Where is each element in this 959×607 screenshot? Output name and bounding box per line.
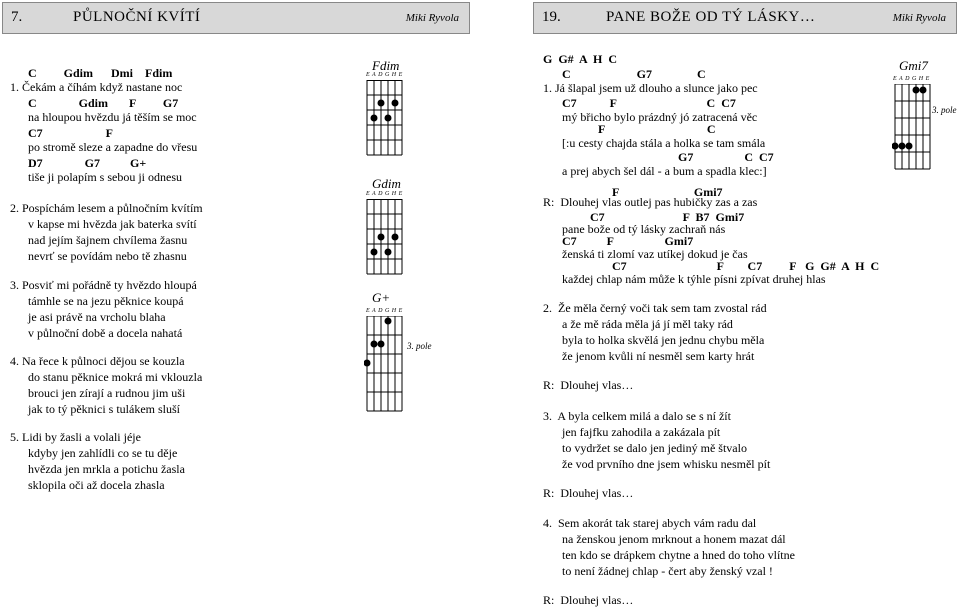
- lyric-line: 4. Sem akorát tak starej abych vám radu dal: [543, 516, 757, 530]
- lyric-line: to není žádnej chlap - čert aby ženský vzal !: [562, 564, 773, 578]
- lyric-line: v kapse mi hvězda jak baterka svítí: [28, 217, 197, 231]
- gplus-position: 3. pole: [407, 341, 432, 351]
- lyric-line: je asi právě na vrcholu blaha: [28, 310, 166, 324]
- chord-line: C7 F B7 Gmi7: [590, 210, 745, 224]
- lyric-line: 4. Na řece k půlnoci dějou se kouzla: [10, 354, 185, 368]
- lyric-line: jen fajfku zahodila a zakázala pít: [562, 425, 721, 439]
- chord-line: C7 F C C7: [562, 96, 736, 110]
- chord-line: C Gdim F G7: [28, 96, 179, 110]
- lyric-line: do stanu pěknice mokrá mi vklouzla: [28, 370, 203, 384]
- chord-name-gplus: G+: [372, 290, 391, 305]
- lyric-line: na ženskou jenom mrknout a honem mazat dál: [562, 532, 786, 546]
- gplus-diagram: [364, 316, 414, 416]
- lyric-line: mý břicho bylo prázdný jó zatracená věc: [562, 110, 758, 124]
- lyric-line: byla to holka skvělá jen jednu chybu měla: [562, 333, 765, 347]
- lyric-line: v půlnoční době a docela nahatá: [28, 326, 183, 340]
- lyric-line: 1. Čekám a číhám když nastane noc: [10, 80, 183, 94]
- refrain-ref: R: Dlouhej vlas…: [543, 378, 634, 392]
- lyric-line: to vydržet se dalo jen jediný mě štvalo: [562, 441, 747, 455]
- left-song-author: Miki Ryvola: [405, 12, 459, 24]
- right-song-author: Miki Ryvola: [892, 12, 946, 24]
- gdim-diagram: [364, 199, 414, 279]
- chord-name-gdim: Gdim: [372, 176, 401, 191]
- lyric-line: na hloupou hvězdu já těším se moc: [28, 110, 197, 124]
- lyric-line: 3. Posviť mi pořádně ty hvězdo hloupá: [10, 278, 197, 292]
- gmi7-diagram: [892, 84, 942, 174]
- lyric-line: 2. Pospíchám lesem a půlnočním kvítím: [10, 201, 203, 215]
- left-song-number: 7.: [11, 9, 23, 25]
- gmi7-position: 3. pole: [932, 105, 957, 115]
- string-names: E A D G H E: [366, 72, 403, 78]
- left-song-title: PŮLNOČNÍ KVÍTÍ: [73, 9, 201, 25]
- lyric-line: kdyby jen zahlídli co se tu děje: [28, 446, 178, 460]
- chord-line: C7 F C7 F G G# A H C: [612, 259, 880, 273]
- lyric-line: 1. Já šlapal jsem už dlouho a slunce jako pec: [543, 81, 758, 95]
- refrain-ref: R: Dlouhej vlas…: [543, 593, 634, 607]
- chord-line: F C: [598, 122, 716, 136]
- chord-line: C7 F: [28, 126, 113, 140]
- lyric-line: R: Dlouhej vlas outlej pas hubičky zas a zas: [543, 195, 758, 209]
- chord-line: D7 G7 G+: [28, 156, 147, 170]
- lyric-line: a prej abych šel dál - a bum a spadla klec:]: [562, 164, 767, 178]
- right-song-header: [533, 2, 957, 34]
- lyric-line: že vod prvního dne jsem whisku nesměl pít: [562, 457, 771, 471]
- lyric-line: sklopila oči až docela zhasla: [28, 478, 165, 492]
- string-names: E A D G H E: [366, 308, 403, 314]
- lyric-line: každej chlap nám může k týhle písni zpívat druhej hlas: [562, 272, 826, 286]
- left-song-header: [2, 2, 470, 34]
- right-song-number: 19.: [542, 9, 561, 25]
- chord-line: C G7 C: [562, 67, 706, 81]
- chord-name-fdim: Fdim: [372, 58, 400, 73]
- chord-line: G7 C C7: [678, 150, 774, 164]
- lyric-line: pane bože od tý lásky zachraň nás: [562, 222, 726, 236]
- lyric-line: hvězda jen mrkla a potichu žasla: [28, 462, 185, 476]
- string-names: E A D G H E: [893, 76, 930, 82]
- lyric-line: 2. Že měla černý voči tak sem tam zvostal rád: [543, 301, 767, 315]
- chord-line: C7 F Gmi7: [562, 234, 694, 248]
- lyric-line: a že mě ráda měla já jí měl taky rád: [562, 317, 733, 331]
- fdim-diagram: [364, 80, 414, 160]
- lyric-line: jak to tý pěknici s tulákem sluší: [28, 402, 180, 416]
- lyric-line: 5. Lidi by žasli a volali jéje: [10, 430, 141, 444]
- chord-line: F Gmi7: [612, 185, 723, 199]
- lyric-line: 3. A byla celkem milá a dalo se s ní žít: [543, 409, 731, 423]
- lyric-line: ženská ti zlomí vaz utíkej dokud je čas: [562, 247, 748, 261]
- lyric-line: tiše ji polapím s sebou ji odnesu: [28, 170, 182, 184]
- lyric-line: že jenom kvůli ní nesměl sem karty hrát: [562, 349, 755, 363]
- lyric-line: ten kdo se drápkem chytne a hned do toho vlítne: [562, 548, 795, 562]
- lyric-line: [:u cesty chajda stála a holka se tam smála: [562, 136, 766, 150]
- right-song-title: PANE BOŽE OD TÝ LÁSKY…: [606, 9, 816, 25]
- string-names: E A D G H E: [366, 191, 403, 197]
- lyric-line: po stromě sleze a zapadne do vřesu: [28, 140, 198, 154]
- lyric-line: nad jejím šajnem chvílema žasnu: [28, 233, 188, 247]
- chord-line: C Gdim Dmi Fdim: [28, 66, 173, 80]
- lyric-line: nevrť se povídám nebo tě zhasnu: [28, 249, 187, 263]
- lyric-line: támhle se na jezu pěknice koupá: [28, 294, 184, 308]
- chord-name-gmi7: Gmi7: [899, 58, 928, 73]
- refrain-ref: R: Dlouhej vlas…: [543, 486, 634, 500]
- lyric-line: brouci jen zírají a rudnou jim uši: [28, 386, 186, 400]
- intro-chords: G G# A H C: [543, 52, 618, 66]
